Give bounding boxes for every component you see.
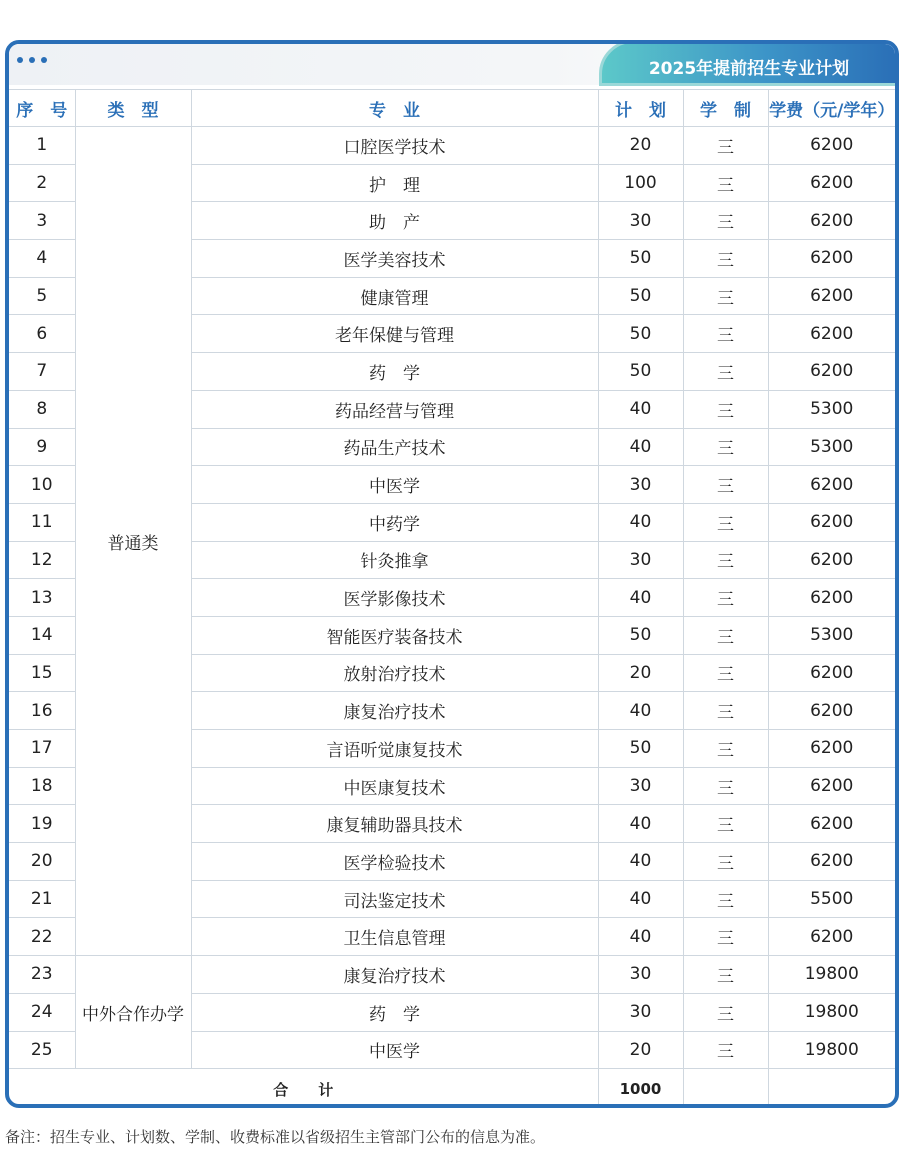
row-duration: 三 <box>683 202 768 240</box>
row-major: 针灸推拿 <box>191 541 598 579</box>
row-plan: 30 <box>598 541 683 579</box>
row-fee: 6200 <box>768 918 895 956</box>
row-no: 6 <box>9 315 75 353</box>
row-fee: 6200 <box>768 805 895 843</box>
row-plan: 50 <box>598 730 683 768</box>
row-plan: 20 <box>598 127 683 165</box>
row-duration: 三 <box>683 880 768 918</box>
row-no: 17 <box>9 730 75 768</box>
row-plan: 50 <box>598 353 683 391</box>
row-fee: 6200 <box>768 164 895 202</box>
row-duration: 三 <box>683 579 768 617</box>
row-no: 14 <box>9 616 75 654</box>
row-plan: 30 <box>598 466 683 504</box>
row-plan: 40 <box>598 805 683 843</box>
row-no: 18 <box>9 767 75 805</box>
row-type: 普通类 <box>75 127 191 956</box>
row-major: 中医学 <box>191 466 598 504</box>
row-no: 16 <box>9 692 75 730</box>
total-label: 合 计 <box>9 1069 598 1108</box>
row-major: 言语听觉康复技术 <box>191 730 598 768</box>
row-plan: 50 <box>598 315 683 353</box>
title-tab <box>599 40 899 86</box>
row-no: 19 <box>9 805 75 843</box>
row-duration: 三 <box>683 767 768 805</box>
row-fee: 6200 <box>768 503 895 541</box>
row-plan: 40 <box>598 428 683 466</box>
row-major: 医学美容技术 <box>191 240 598 278</box>
row-major: 中药学 <box>191 503 598 541</box>
header-type: 类 型 <box>75 90 191 127</box>
row-duration: 三 <box>683 503 768 541</box>
row-major: 老年保健与管理 <box>191 315 598 353</box>
row-duration: 三 <box>683 390 768 428</box>
row-plan: 40 <box>598 918 683 956</box>
row-fee: 6200 <box>768 240 895 278</box>
row-fee: 6200 <box>768 127 895 165</box>
row-fee: 6200 <box>768 692 895 730</box>
row-duration: 三 <box>683 164 768 202</box>
row-no: 7 <box>9 353 75 391</box>
row-major: 医学影像技术 <box>191 579 598 617</box>
row-plan: 30 <box>598 956 683 994</box>
row-plan: 40 <box>598 880 683 918</box>
row-major: 智能医疗装备技术 <box>191 616 598 654</box>
row-major: 放射治疗技术 <box>191 654 598 692</box>
row-plan: 40 <box>598 390 683 428</box>
row-no: 4 <box>9 240 75 278</box>
row-no: 5 <box>9 277 75 315</box>
row-major: 康复治疗技术 <box>191 692 598 730</box>
row-fee: 6200 <box>768 730 895 768</box>
row-major: 司法鉴定技术 <box>191 880 598 918</box>
total-duration-empty <box>683 1069 768 1108</box>
header-no: 序 号 <box>9 90 75 127</box>
row-duration: 三 <box>683 616 768 654</box>
row-duration: 三 <box>683 956 768 994</box>
row-fee: 5500 <box>768 880 895 918</box>
row-no: 8 <box>9 390 75 428</box>
row-plan: 100 <box>598 164 683 202</box>
row-no: 25 <box>9 1031 75 1069</box>
row-duration: 三 <box>683 466 768 504</box>
row-major: 助 产 <box>191 202 598 240</box>
row-no: 15 <box>9 654 75 692</box>
row-no: 9 <box>9 428 75 466</box>
row-plan: 50 <box>598 616 683 654</box>
row-major: 药 学 <box>191 353 598 391</box>
header-plan: 计 划 <box>598 90 683 127</box>
row-plan: 40 <box>598 692 683 730</box>
row-plan: 30 <box>598 202 683 240</box>
row-fee: 6200 <box>768 541 895 579</box>
row-no: 12 <box>9 541 75 579</box>
row-major: 口腔医学技术 <box>191 127 598 165</box>
row-major: 护 理 <box>191 164 598 202</box>
row-no: 22 <box>9 918 75 956</box>
row-major: 药 学 <box>191 993 598 1031</box>
row-duration: 三 <box>683 805 768 843</box>
table-row <box>9 956 895 994</box>
row-major: 药品生产技术 <box>191 428 598 466</box>
row-duration: 三 <box>683 541 768 579</box>
row-fee: 5300 <box>768 428 895 466</box>
row-no: 11 <box>9 503 75 541</box>
page-title: 2025年提前招生专业计划 <box>648 59 850 79</box>
row-duration: 三 <box>683 843 768 881</box>
row-fee: 6200 <box>768 843 895 881</box>
admission-plan-table <box>9 89 895 1108</box>
row-fee: 5300 <box>768 390 895 428</box>
row-duration: 三 <box>683 692 768 730</box>
row-plan: 30 <box>598 767 683 805</box>
total-plan: 1000 <box>598 1069 683 1108</box>
row-fee: 5300 <box>768 616 895 654</box>
row-fee: 19800 <box>768 993 895 1031</box>
row-type: 中外合作办学 <box>75 956 191 1069</box>
row-no: 3 <box>9 202 75 240</box>
row-no: 23 <box>9 956 75 994</box>
row-no: 10 <box>9 466 75 504</box>
row-major: 医学检验技术 <box>191 843 598 881</box>
row-fee: 19800 <box>768 1031 895 1069</box>
row-plan: 20 <box>598 1031 683 1069</box>
row-major: 中医学 <box>191 1031 598 1069</box>
row-major: 中医康复技术 <box>191 767 598 805</box>
row-plan: 40 <box>598 843 683 881</box>
dots-icon <box>17 57 47 63</box>
row-plan: 40 <box>598 579 683 617</box>
row-fee: 6200 <box>768 315 895 353</box>
plan-card <box>5 40 899 1108</box>
row-major: 康复治疗技术 <box>191 956 598 994</box>
row-duration: 三 <box>683 1031 768 1069</box>
row-major: 康复辅助器具技术 <box>191 805 598 843</box>
row-duration: 三 <box>683 315 768 353</box>
row-plan: 20 <box>598 654 683 692</box>
row-plan: 40 <box>598 503 683 541</box>
row-duration: 三 <box>683 993 768 1031</box>
row-fee: 6200 <box>768 654 895 692</box>
table-row <box>9 127 895 165</box>
row-fee: 6200 <box>768 767 895 805</box>
row-fee: 6200 <box>768 579 895 617</box>
row-plan: 50 <box>598 240 683 278</box>
row-no: 24 <box>9 993 75 1031</box>
row-major: 健康管理 <box>191 277 598 315</box>
row-no: 20 <box>9 843 75 881</box>
row-plan: 50 <box>598 277 683 315</box>
row-duration: 三 <box>683 277 768 315</box>
row-no: 13 <box>9 579 75 617</box>
row-fee: 6200 <box>768 202 895 240</box>
row-fee: 6200 <box>768 353 895 391</box>
row-duration: 三 <box>683 353 768 391</box>
row-fee: 19800 <box>768 956 895 994</box>
row-fee: 6200 <box>768 277 895 315</box>
row-major: 药品经营与管理 <box>191 390 598 428</box>
footnote: 备注：招生专业、计划数、学制、收费标准以省级招生主管部门公布的信息为准。 <box>5 1128 546 1146</box>
row-duration: 三 <box>683 654 768 692</box>
table-body <box>9 127 895 1069</box>
header-major: 专 业 <box>191 90 598 127</box>
total-fee-empty <box>768 1069 895 1108</box>
row-duration: 三 <box>683 127 768 165</box>
row-no: 21 <box>9 880 75 918</box>
table-header-row <box>9 90 895 127</box>
row-no: 2 <box>9 164 75 202</box>
row-duration: 三 <box>683 240 768 278</box>
row-duration: 三 <box>683 730 768 768</box>
row-fee: 6200 <box>768 466 895 504</box>
row-major: 卫生信息管理 <box>191 918 598 956</box>
header-duration: 学 制 <box>683 90 768 127</box>
header-fee: 学费（元/学年） <box>768 90 895 127</box>
row-no: 1 <box>9 127 75 165</box>
total-row <box>9 1069 895 1108</box>
row-duration: 三 <box>683 428 768 466</box>
row-duration: 三 <box>683 918 768 956</box>
row-plan: 30 <box>598 993 683 1031</box>
